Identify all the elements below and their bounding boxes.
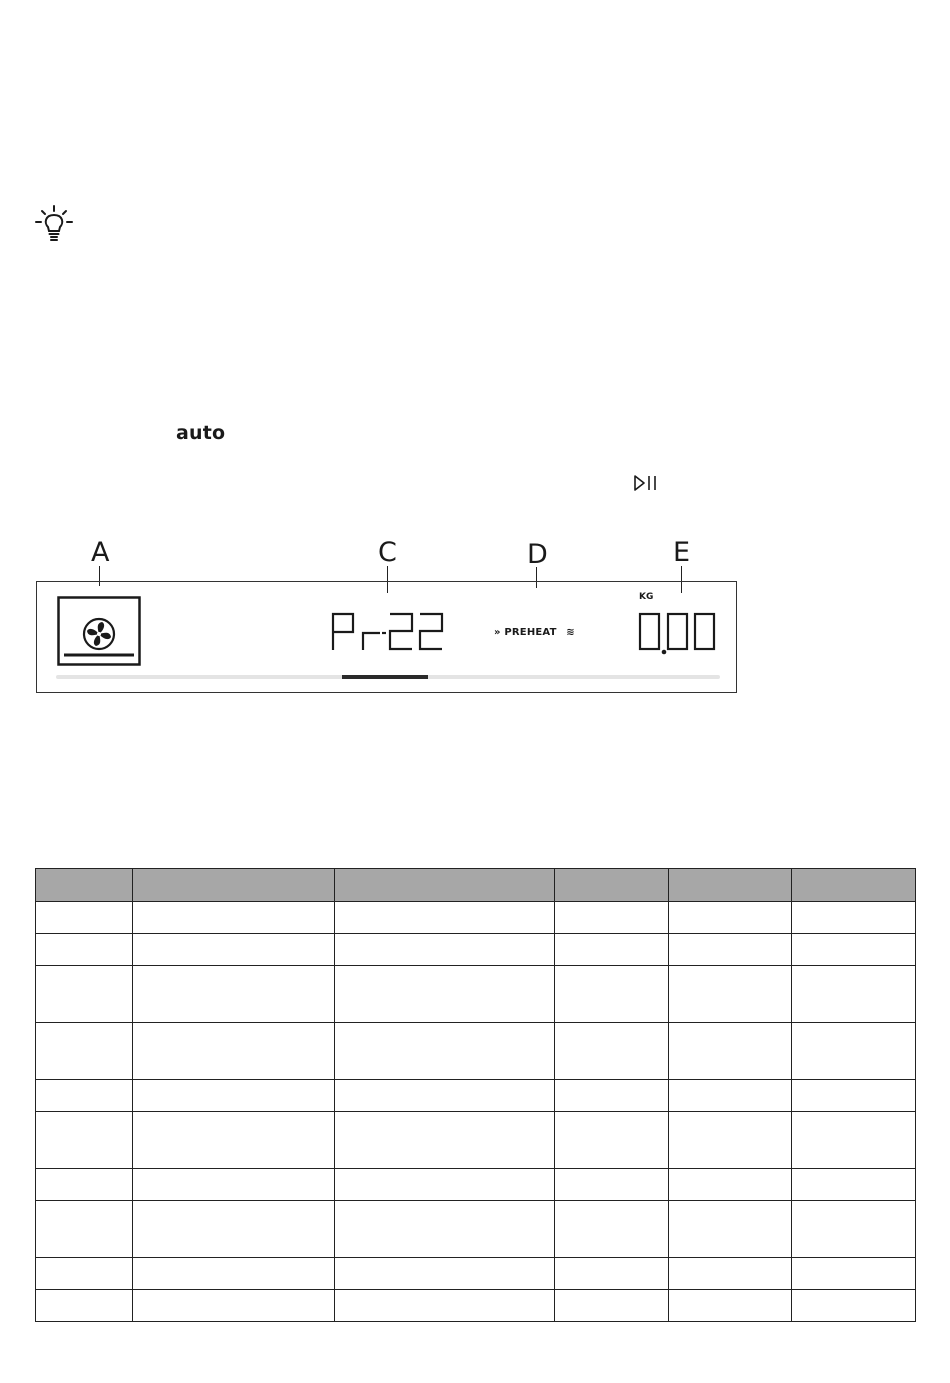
heat-waves-icon: ≋: [566, 627, 575, 638]
table-cell: [133, 1169, 335, 1201]
table-cell: [335, 1169, 555, 1201]
table-cell: [133, 1112, 335, 1169]
table-cell: [133, 966, 335, 1023]
table-cell: [669, 1023, 792, 1080]
table-cell: [555, 1080, 669, 1112]
table-cell: [36, 1169, 133, 1201]
table-cell: [133, 1201, 335, 1258]
callout-e: E: [673, 537, 691, 568]
table-row: [36, 1169, 916, 1201]
table-cell: [792, 1080, 916, 1112]
table-row: [36, 934, 916, 966]
table-cell: [792, 902, 916, 934]
play-pause-icon: [633, 474, 659, 492]
table-header-cell: [555, 869, 669, 902]
table-row: [36, 1112, 916, 1169]
table-cell: [335, 1258, 555, 1290]
table-cell: [555, 1023, 669, 1080]
table-row: [36, 902, 916, 934]
table-cell: [335, 934, 555, 966]
table-cell: [133, 934, 335, 966]
table-cell: [792, 1201, 916, 1258]
table-cell: [555, 1258, 669, 1290]
table-cell: [133, 1080, 335, 1112]
table-cell: [555, 1169, 669, 1201]
table-cell: [36, 1290, 133, 1322]
table-row: [36, 1290, 916, 1322]
table-cell: [36, 966, 133, 1023]
weight-value: 0.00: [637, 611, 639, 612]
callout-c: C: [378, 537, 397, 568]
table-row: [36, 1201, 916, 1258]
table-cell: [133, 902, 335, 934]
table-cell: [792, 1169, 916, 1201]
table-cell: [335, 902, 555, 934]
auto-mode-label: auto: [176, 422, 226, 444]
table-cell: [669, 1080, 792, 1112]
table-row: [36, 966, 916, 1023]
table-row: [36, 1023, 916, 1080]
table-header-cell: [669, 869, 792, 902]
table-cell: [792, 966, 916, 1023]
weight-unit-label: KG: [639, 592, 654, 602]
table-cell: [36, 1080, 133, 1112]
table-cell: [669, 1112, 792, 1169]
table-cell: [133, 1290, 335, 1322]
table-cell: [555, 902, 669, 934]
table-cell: [335, 1080, 555, 1112]
table-cell: [36, 1201, 133, 1258]
oven-fan-icon: [57, 596, 141, 666]
table-cell: [36, 934, 133, 966]
program-progress-track: [56, 675, 720, 679]
table-header-cell: [792, 869, 916, 902]
callout-a: A: [91, 537, 110, 568]
table-cell: [36, 1023, 133, 1080]
program-progress-fill: [342, 675, 428, 679]
table-cell: [555, 966, 669, 1023]
program-code-display: [330, 612, 446, 652]
callout-d: D: [527, 539, 548, 570]
table-header-cell: [335, 869, 555, 902]
table-header-row: [36, 869, 916, 902]
table-cell: [335, 1023, 555, 1080]
lightbulb-icon: [34, 204, 74, 244]
table-header-cell: [133, 869, 335, 902]
table-row: [36, 1080, 916, 1112]
table-cell: [792, 1023, 916, 1080]
table-cell: [669, 1258, 792, 1290]
table-cell: [36, 1258, 133, 1290]
table-cell: [335, 1290, 555, 1322]
table-cell: [792, 934, 916, 966]
table-cell: [555, 1112, 669, 1169]
table-cell: [669, 902, 792, 934]
table-cell: [669, 1290, 792, 1322]
preheat-indicator: [494, 627, 575, 638]
table-header-cell: [36, 869, 133, 902]
table-cell: [133, 1258, 335, 1290]
table-cell: [555, 1290, 669, 1322]
table-cell: [669, 966, 792, 1023]
weight-display: [637, 611, 719, 657]
table-cell: [555, 1201, 669, 1258]
table-cell: [36, 1112, 133, 1169]
table-cell: [335, 1112, 555, 1169]
table-cell: [792, 1258, 916, 1290]
program-code-value: Pr22: [330, 612, 333, 613]
table-cell: [555, 934, 669, 966]
table-cell: [669, 1201, 792, 1258]
program-table: [35, 868, 916, 1322]
table-cell: [335, 966, 555, 1023]
table-row: [36, 1258, 916, 1290]
preheat-arrows-icon: »: [494, 627, 501, 638]
table-cell: [669, 1169, 792, 1201]
preheat-label: PREHEAT: [504, 627, 557, 638]
table-cell: [792, 1290, 916, 1322]
table-cell: [36, 902, 133, 934]
table-cell: [133, 1023, 335, 1080]
table-cell: [792, 1112, 916, 1169]
table-cell: [335, 1201, 555, 1258]
table-cell: [669, 934, 792, 966]
